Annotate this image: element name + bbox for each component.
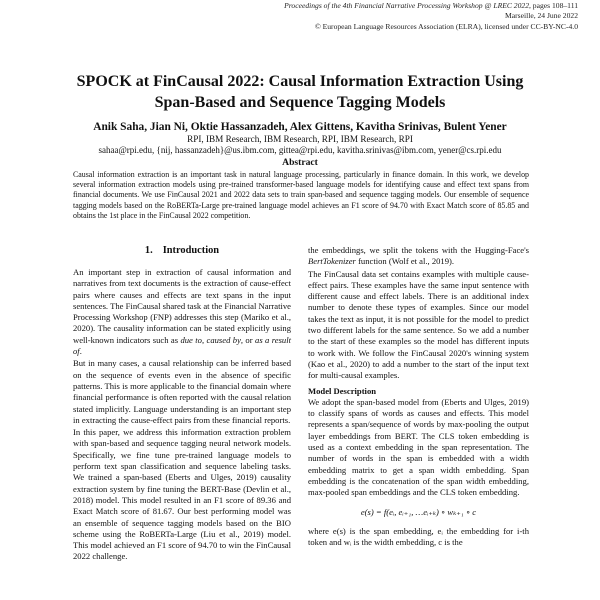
dataset-paragraph: The FinCausal data set contains examples with multiple cause-effect pairs. These examples have the same input sentence with different cause and effect labels. There is an additional index number to denote these types of examples. Since our model takes the text as input, it is not possible for the model to predict two different labels for the same sentence. So we add a number to the start of these examples so the model has different inputs to work with. We follow the FinCausal 2020's winning system (Kao et al., 2020) to add a number to the start of the input text for multi-causal examples. (308, 268, 529, 381)
affiliations: RPI, IBM Research, IBM Research, RPI, IBM Research, RPI (187, 134, 413, 144)
right-column (308, 245, 529, 549)
section-number: 1. (144, 245, 153, 256)
location-date: Marseille, 24 June 2022 (505, 11, 578, 21)
proceedings-pages: , pages 108–111 (529, 1, 578, 10)
intro-p1-text: An important step in extraction of causal information and narratives from text documents is the extraction of cause-effect pairs where causes and effects are text spans in the input sentences. The FinCausal shared task at the Financial Narrative Processing Workshop (FNP) addresses this step (Mariko et al., 2020). The causality information can be stated explicitly using well-known indicators such as (73, 267, 291, 345)
intro-p1-sep-2: , or (240, 334, 253, 345)
paper-title (40, 71, 560, 113)
author-list: Anik Saha, Jian Ni, Oktie Hassanzadeh, Alex Gittens, Kavitha Srinivas, Bulent Yener (93, 121, 507, 133)
span-embedding-equation: e(s) = f(eᵢ, eᵢ₊₁, …eᵢ₊ₖ) ∘ wₖ₊₁ ∘ c (360, 506, 477, 517)
intro-section-heading (73, 245, 291, 257)
intro-p1-sep-1: , (201, 334, 205, 345)
tokenizer-text-b: function (Wolf et al., 2019). (358, 256, 455, 267)
phrase-due-to: due to (180, 334, 202, 345)
proceedings-venue: Proceedings of the 4th Financial Narrative Processing Workshop @ LREC 2022 (284, 1, 529, 10)
intro-paragraph-1 (73, 267, 291, 357)
title-line-1: SPOCK at FinCausal 2022: Causal Information Extraction Using (76, 73, 524, 90)
intro-paragraph-2: But in many cases, a causal relationship can be inferred based on the sequence of events even in the absence of specific patterns. This is more applicable to the financial domain where financial performance is often reported with the causal relation stated implicitly. Language understanding is an important step in extracting the cause-effect pairs from these financial reports. (73, 358, 291, 425)
model-description-heading: Model Description (308, 385, 377, 396)
author-emails: sahaa@rpi.edu, {nij, hassanzadeh}@us.ibm.com, gittea@rpi.edu, kavitha.srinivas@ibm.com, yener@cs.rpi.edu (98, 145, 502, 155)
tokenizer-paragraph (308, 245, 529, 268)
section-title: Introduction (162, 245, 220, 256)
left-column (73, 245, 291, 564)
proceedings-header (248, 1, 578, 32)
intro-p1-sep-3: . (79, 346, 82, 357)
abstract-heading: Abstract (282, 157, 318, 168)
intro-paragraph-3: In this paper, we address this information extraction problem with span-based and sequence tagging neural network models. Specifically, we fine tune pre-trained language models to perform text span classification and sequence labeling tasks. We trained a span-based (Eberts and Ulges, 2019) causality extraction system by fine tuning the BERT-Base (Devlin et al., 2018) model. This model resulted in an F1 score of 89.36 and Exact Match score of 81.67. Our best performing model was an ensemble of sequence tagging models based on the BIO scheme using the RoBERTa-Large (Liu et al., 2019) model. This model achieved an F1 score of 94.70 to win the FinCausal 2022 challenge. (73, 427, 291, 562)
title-line-2: Span-Based and Sequence Tagging Models (154, 94, 446, 111)
equation-explanation: where e(s) is the span embedding, eᵢ the embedding for i-th token and wᵢ is the width embedding, c is the (308, 525, 529, 548)
tokenizer-text-a: the embeddings, we split the tokens with the Hugging-Face's (308, 245, 529, 255)
bert-tokenizer-term: BertTokenizer (308, 256, 356, 267)
abstract-text: Causal information extraction is an important task in natural language processing, particularly in finance domain. In this work, we develop several information extraction models using pre-trained transformer-based language models for identifying cause and effect text spans from financial documents. We use FinCausal 2021 and 2022 data sets to train span-based and sequence tagging models. Our ensemble of sequence tagging models based on the RoBERTa-Large pre-trained language model achieves an F1 score of 94.70 with Exact Match score of 85.85 and obtains the 1st place in the FinCausal 2022 competition. (73, 170, 529, 220)
proceedings-venue-line (248, 1, 578, 11)
phrase-as-a-result-of: as a result of (73, 334, 292, 357)
phrase-caused-by: caused by (206, 334, 241, 345)
model-paragraph: We adopt the span-based model from (Eberts and Ulges, 2019) to classify spans of words as causes and effects. This model represents a span/sequence of words by max-pooling the output layer embeddings from BERT. The CLS token embedding is used as a context embedding in the span representation. The number of words in the span is embedded with a width embedding matrix to get a span width embedding. Span embedding is the concatenation of the span width embedding, max-pooled span embeddings and the CLS token embedding. (308, 396, 529, 498)
copyright-notice: © European Language Resources Association (ELRA), licensed under CC-BY-NC-4.0 (314, 21, 578, 31)
